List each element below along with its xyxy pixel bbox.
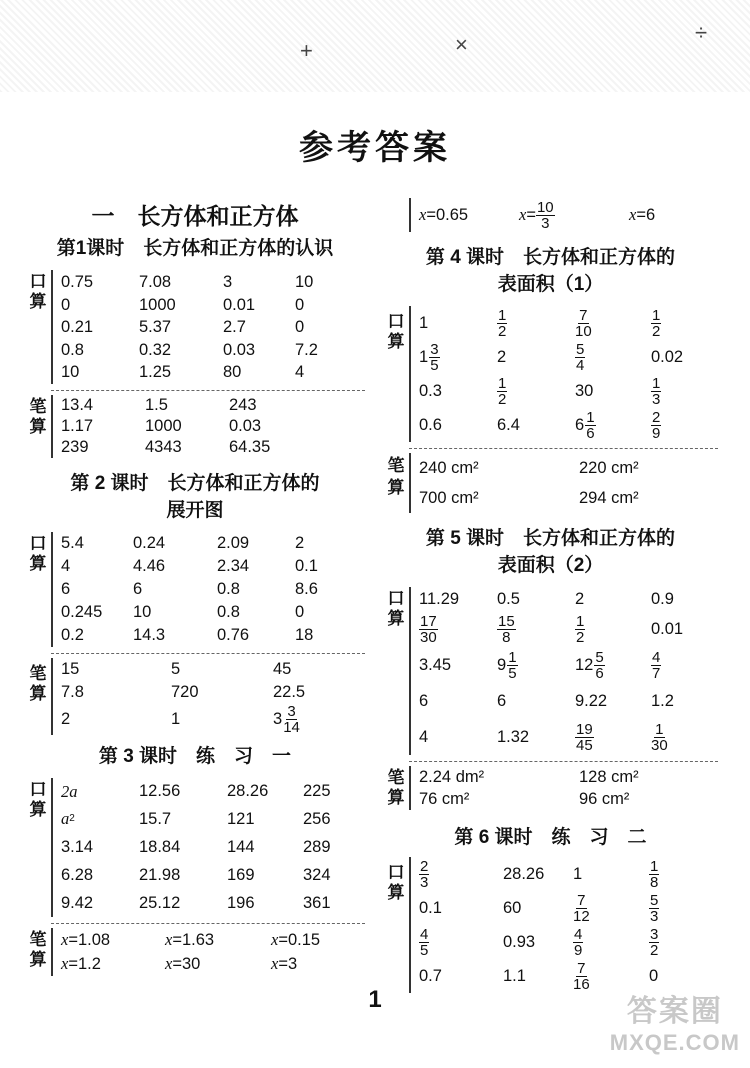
kousuan-tag: 口 算 [387,863,405,902]
answer-row: 6 6 9.22 1.2 [419,692,674,710]
dashed-divider [409,761,718,762]
answer-row: 11.29 0.5 2 0.9 [419,590,674,608]
answer-row: 0.7 1.1 $\frac{7}{16}$ 0 [419,959,659,993]
answer-row: x =1.08 x =1.63 x =0.15 [61,929,321,949]
lesson-3-bisuan [25,928,365,976]
a-squared: a 2 [61,808,75,828]
answer-row: 3.14 18.84 144 289 [61,837,331,856]
dashed-divider [51,923,365,924]
answer-row: 6 6 0.8 8.6 [61,579,318,598]
answer-row: 1 $\frac{1}{2}$ $\frac{7}{10}$ $\frac{1}{2}$ [419,306,661,340]
dashed-divider [51,390,365,391]
lesson-6-kousuan [383,857,718,993]
answer-row: 4 4.46 2.34 0.1 [61,556,318,575]
answer-row: 239 4343 64.35 [61,437,271,456]
divide-symbol: ÷ [695,20,708,45]
unit-title: 一 长方体和正方体 [91,203,299,229]
lesson-2-bisuan [25,658,365,735]
lesson-3-kousuan [25,778,365,917]
answer-row: 2a 12.56 28.26 225 [61,781,331,801]
answer-row: 0.2 14.3 0.76 18 [61,625,314,644]
carry-over-row [383,198,718,232]
lesson-5-title: 第 5 课时 长方体和正方体的 表面积（2） [425,528,676,576]
bisuan-tag: 笔 算 [387,456,405,497]
answer-row: 0.245 10 0.8 0 [61,602,305,621]
answer-row: 0.21 5.37 2.7 0 [61,318,305,337]
answer-row: x =1.2 x =30 x =3 [61,953,298,973]
answer-row: 7.8 720 22.5 [61,682,306,701]
dashed-divider [409,448,718,449]
lesson-3-title: 第 3 课时 练 习 一 [98,745,292,767]
kousuan-tag: 口 算 [29,272,47,311]
answer-row: $\frac{4}{5}$ 0.93 $\frac{4}{9}$ $\frac{3}{2}$ [420,925,659,959]
answer-row: 240 cm² 220 cm² [419,459,639,477]
answer-row: 15 5 45 [61,659,292,678]
answer-row: 700 cm² 294 cm² [419,489,639,507]
watermark-logo: 答案圈 MXQE.COM [609,995,740,1055]
right-column [383,198,718,993]
answer-row: 5.4 0.24 2.09 2 [61,533,305,552]
lesson-1-kousuan [25,270,365,384]
kousuan-tag: 口 算 [29,533,47,573]
bisuan-tag: 笔 算 [387,768,405,807]
lesson-1-title: 第1课时 长方体和正方体的认识 [56,238,334,259]
plus-symbol: + [300,38,313,63]
bisuan-tag: 笔 算 [29,396,47,436]
answer-row: 9.42 25.12 196 361 [61,893,331,912]
kousuan-tag: 口 算 [387,589,405,628]
answer-row: 10 1.25 80 4 [61,363,305,382]
mixed-fraction: 3 $\frac{3}{14}$ [273,702,300,736]
answer-row: 0.3 $\frac{1}{2}$ 30 $\frac{1}{3}$ [419,374,661,408]
kousuan-tag: 口 算 [387,312,405,351]
lesson-6-title: 第 6 课时 练 习 二 [454,827,647,848]
answer-row: 0.8 0.32 0.03 7.2 [61,340,318,359]
answer-row: 76 cm² 96 cm² [419,790,630,808]
lesson-5-bisuan [383,766,718,810]
answer-row: 0.75 7.08 3 10 [61,273,314,291]
answer-row: 1 $\frac{3}{5}$ 2 $\frac{5}{4}$ 0.02 [419,340,684,374]
answer-row: x =0.65 x = $\frac{10}{3}$ x =6 [419,198,656,232]
answer-row: 13.4 1.5 243 [61,395,257,414]
answer-row: 4 1.32 $\frac{19}{45}$ $\frac{1}{30}$ [419,720,668,754]
page-number: 1 [368,986,382,1013]
answer-row: 1.17 1000 0.03 [61,416,262,435]
times-symbol: × [455,32,468,57]
bisuan-tag: 笔 算 [29,929,47,969]
answer-row: 3.45 9 $\frac{1}{5}$ 12 $\frac{5}{6}$ $\frac{4}{7}$ [419,648,661,682]
page-title: 参考答案 [299,129,451,167]
bisuan-tag: 笔 算 [29,663,47,703]
answer-row: $\frac{2}{3}$ 28.26 1 $\frac{1}{8}$ [420,857,659,891]
lesson-2-kousuan [25,532,365,647]
lesson-4-kousuan [383,306,718,442]
answer-row: 0 1000 0.01 0 [61,295,305,314]
left-column [25,198,365,976]
lesson-4-bisuan [383,453,718,513]
lesson-2-title: 第 2 课时 长方体和正方体的 展开图 [70,472,320,521]
answer-row: 2.24 dm² 128 cm² [419,768,639,786]
kousuan-tag: 口 算 [29,779,47,819]
lesson-1-bisuan [25,395,365,458]
answer-row: 0.1 60 $\frac{7}{12}$ $\frac{5}{3}$ [419,891,659,925]
header-decoration [0,0,750,92]
lesson-5-kousuan [383,587,718,755]
answer-row: 2 1 3 $\frac{3}{14}$ [61,704,365,735]
dashed-divider [51,653,365,654]
answer-row: $\frac{17}{30}$ $\frac{15}{8}$ $\frac{1}{2}$ 0.01 [420,612,684,646]
lesson-4-title: 第 4 课时 长方体和正方体的 表面积（1） [425,247,676,295]
answer-row: 6.28 21.98 169 324 [61,865,331,884]
answer-row: 0.6 6.4 6 $\frac{1}{6}$ $\frac{2}{9}$ [419,408,661,442]
answer-row: a 2 15.7 121 256 [61,805,365,833]
